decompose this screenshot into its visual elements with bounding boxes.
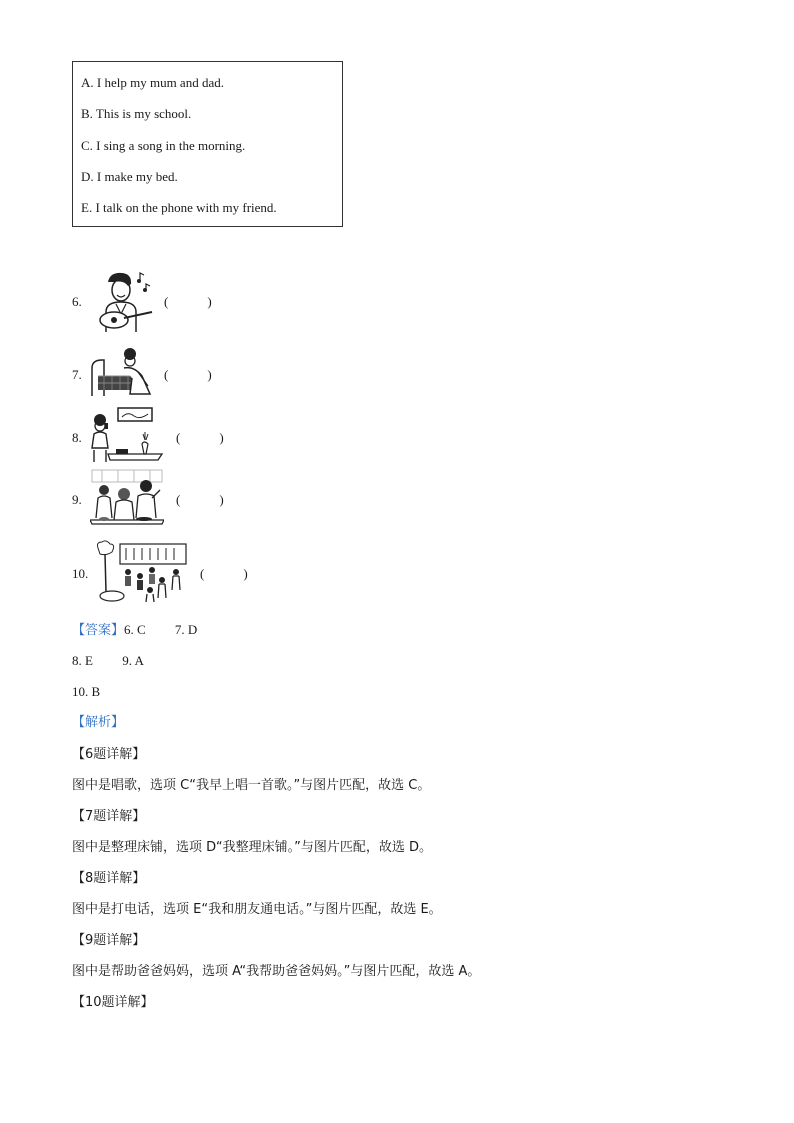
question-6-blank: ( ) (164, 294, 212, 309)
woman-making-bed-picture (90, 346, 156, 398)
option-c: C. I sing a song in the morning. (81, 138, 246, 153)
question-8-number: 8. (72, 430, 82, 445)
analysis-text-6: 图中是唱歌，选项 C“我早上唱一首歌。”与图片匹配，故选 C。 (72, 778, 431, 793)
school-scene-picture (92, 540, 190, 604)
analysis-heading-10: 【10题详解】 (72, 995, 154, 1010)
option-b: B. This is my school. (81, 106, 192, 121)
option-d: D. I make my bed. (81, 169, 178, 184)
man-singing-with-guitar-picture (88, 268, 158, 334)
options-box (72, 61, 343, 227)
question-9-blank: ( ) (176, 492, 224, 507)
girl-on-phone-picture (88, 406, 164, 464)
family-at-table-picture (90, 468, 164, 526)
option-e: E. I talk on the phone with my friend. (81, 200, 277, 215)
analysis-heading-8: 【8题详解】 (72, 871, 146, 886)
question-10-number: 10. (72, 566, 89, 581)
question-7-blank: ( ) (164, 367, 212, 382)
analysis-text-9: 图中是帮助爸爸妈妈，选项 A“我帮助爸爸妈妈。”与图片匹配，故选 A。 (72, 964, 481, 979)
answer-label: 【答案】 (72, 623, 125, 638)
analysis-heading-6: 【6题详解】 (72, 747, 146, 762)
analysis-text-8: 图中是打电话，选项 E“我和朋友通电话。”与图片匹配，故选 E。 (72, 902, 442, 917)
analysis-label: 【解析】 (72, 715, 125, 730)
analysis-heading-7: 【7题详解】 (72, 809, 146, 824)
question-9-number: 9. (72, 492, 82, 507)
answer-values-1: 6. C 7. D (124, 622, 198, 637)
question-10-blank: ( ) (200, 566, 248, 581)
question-8-blank: ( ) (176, 430, 224, 445)
question-6-number: 6. (72, 294, 82, 309)
analysis-heading-9: 【9题详解】 (72, 933, 146, 948)
analysis-text-7: 图中是整理床铺，选项 D“我整理床铺。”与图片匹配，故选 D。 (72, 840, 432, 855)
answer-line-3: 10. B (72, 684, 101, 699)
question-7-number: 7. (72, 367, 82, 382)
answer-line-2: 8. E 9. A (72, 653, 144, 668)
option-a: A. I help my mum and dad. (81, 75, 224, 90)
answer-line-1 (72, 621, 197, 640)
